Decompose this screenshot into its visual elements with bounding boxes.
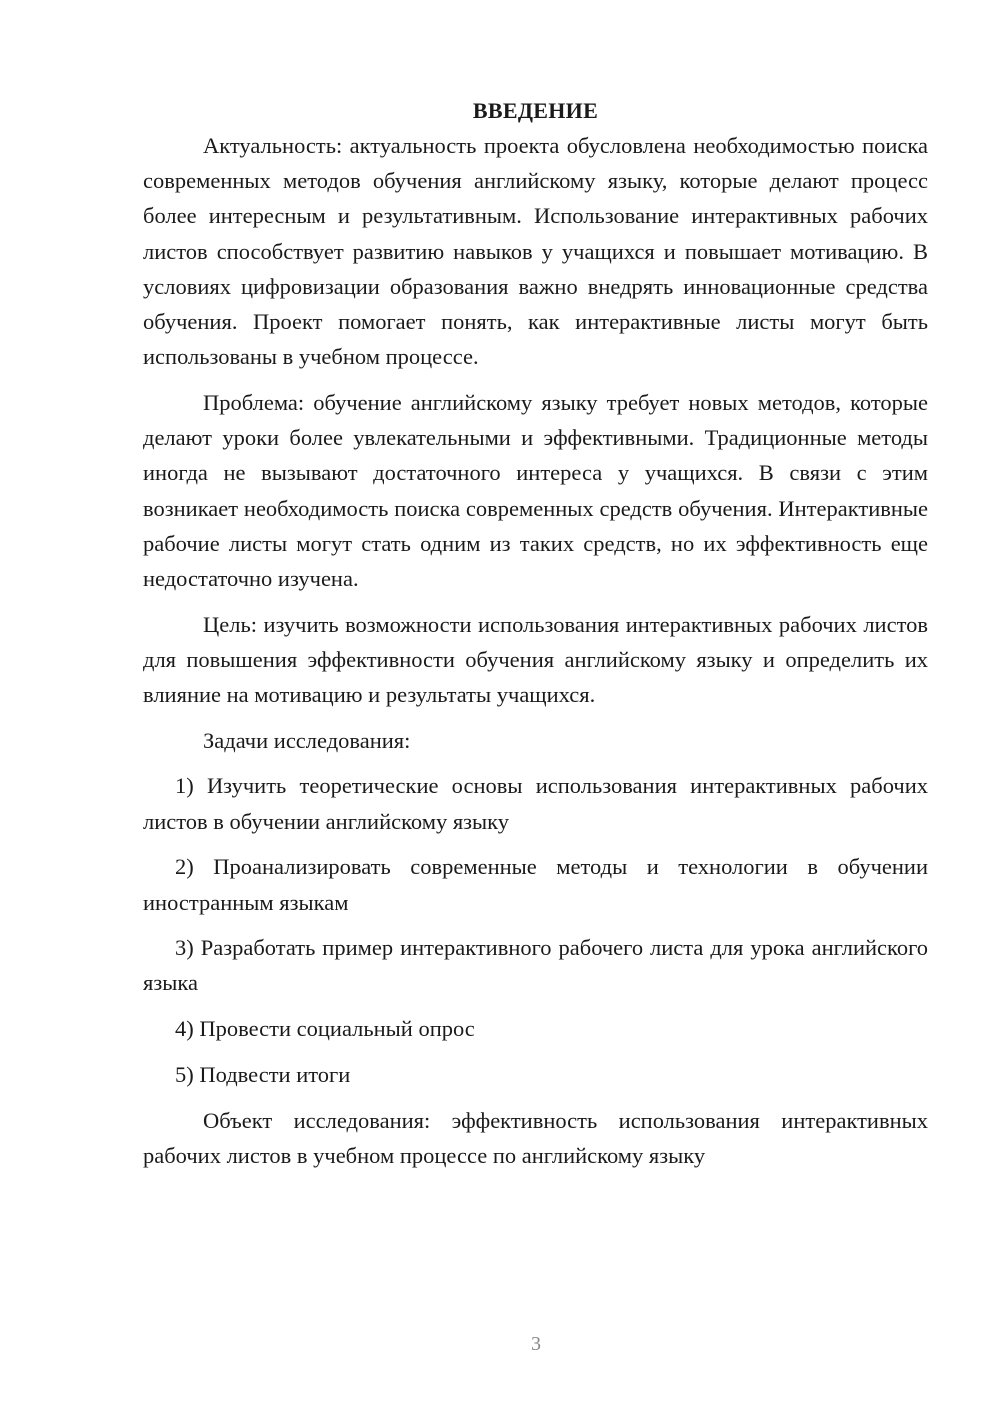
task-item-2: 2) Проанализировать современные методы и технологии в обучении иностранным языкам — [143, 854, 928, 915]
relevance-paragraph: Актуальность: актуальность проекта обусловлена необходимостью поиска современных методов обучения английскому языку, которые делают процесс более интересным и результативным. Использование интерактивных рабочих листов способствует развитию навыков у учащихся и повышает мотивацию. В условиях цифровизации образования важно внедрять инновационные средства обучения. Проект помогает понять, как интерактивные листы могут быть использованы в учебном процессе. — [143, 133, 928, 370]
goal-paragraph: Цель: изучить возможности использования интерактивных рабочих листов для повышения эффективности обучения английскому языку и определить их влияние на мотивацию и результаты учащихся. — [143, 611, 928, 708]
problem-paragraph: Проблема: обучение английскому языку требует новых методов, которые делают уроки более увлекательными и эффективными. Традиционные методы иногда не вызывают достаточного интереса у учащихся. В связи с этим возникает необходимость поиска современных средств обучения. Интерактивные рабочие листы могут стать одним из таких средств, но их эффективность еще недостаточно изучена. — [143, 389, 928, 591]
task-item-4: 4) Провести социальный опрос — [175, 1016, 475, 1042]
tasks-heading: Задачи исследования: — [203, 727, 411, 753]
section-title: ВВЕДЕНИЕ — [472, 98, 599, 123]
task-item-5: 5) Подвести итоги — [175, 1061, 351, 1087]
page-content — [143, 93, 928, 1183]
task-item-1: 1) Изучить теоретические основы использования интерактивных рабочих листов в обучении английскому языку — [143, 773, 928, 834]
object-paragraph: Объект исследования: эффективность использования интерактивных рабочих листов в учебном процессе по английскому языку — [143, 1107, 928, 1168]
page-number: 3 — [531, 1333, 541, 1355]
task-item-3: 3) Разработать пример интерактивного рабочего листа для урока английского языка — [143, 935, 928, 996]
